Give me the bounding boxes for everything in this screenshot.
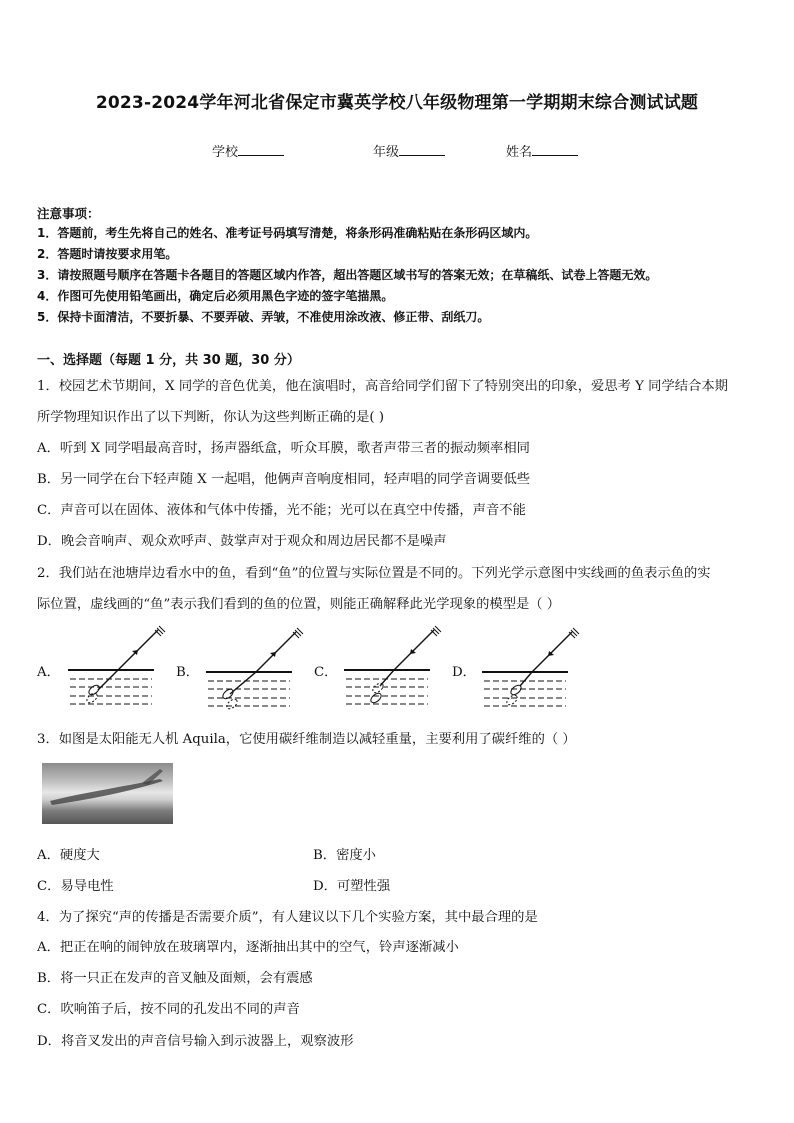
notice-item-1: 1．答题前，考生先将自己的姓名、准考证号码填写清楚，将条形码准确粘贴在条形码区域内。 [37, 226, 538, 240]
q1-option-c[interactable]: C．声音可以在固体、液体和气体中传播，光不能；光可以在真空中传播，声音不能 [37, 503, 526, 518]
q3-option-c[interactable]: C．易导电性 [37, 879, 114, 894]
notice-heading: 注意事项： [37, 206, 100, 221]
q2-diagram-c[interactable] [338, 624, 450, 716]
notice-item-4: 4．作图可先使用铅笔画出，确定后必须用黑色字迹的签字笔描黑。 [37, 289, 394, 303]
q1-stem-line2: 所学物理知识作出了以下判断，你认为这些判断正确的是( ) [37, 410, 385, 425]
grade-blank[interactable] [399, 143, 445, 156]
notice-item-3: 3．请按照题号顺序在答题卡各题目的答题区域内作答，超出答题区域书写的答案无效；在草稿纸、试卷上答题无效。 [37, 268, 658, 282]
q2-option-c-label[interactable]: C． [314, 665, 338, 680]
name-blank[interactable] [532, 143, 578, 156]
q4-option-c[interactable]: C．吹响笛子后，按不同的孔发出不同的声音 [37, 1002, 300, 1017]
q1-stem-line1: 1．校园艺术节期间，X 同学的音色优美，他在演唱时，高音给同学们留下了特别突出的印象，爱思考 Y 同学结合本期 [37, 379, 728, 394]
q2-option-b-label[interactable]: B． [176, 665, 200, 680]
q3-option-a[interactable]: A．硬度大 [37, 848, 100, 863]
q2-stem-line1: 2．我们站在池塘岸边看水中的鱼，看到“鱼”的位置与实际位置是不同的。下列光学示意图中实线画的鱼表示鱼的实 [37, 566, 711, 581]
name-field [506, 141, 578, 160]
aquila-drone-photo [42, 763, 173, 824]
q3-option-b[interactable]: B．密度小 [313, 848, 376, 863]
page-title: 2023-2024学年河北省保定市冀英学校八年级物理第一学期期末综合测试试题 [95, 93, 699, 113]
notice-item-5: 5．保持卡面清洁，不要折暴、不要弄破、弄皱，不准使用涂改液、修正带、刮纸刀。 [37, 310, 490, 324]
q2-stem-line2: 际位置，虚线画的“鱼”表示我们看到的鱼的位置，则能正确解释此光学现象的模型是（ ） [37, 597, 561, 612]
q3-option-d[interactable]: D．可塑性强 [313, 879, 391, 894]
school-field [212, 141, 284, 160]
q1-option-a[interactable]: A．听到 X 同学唱最高音时，扬声器纸盒，听众耳膜，歌者声带三者的振动频率相同 [37, 441, 530, 456]
q2-diagram-d[interactable] [476, 626, 588, 718]
q3-stem: 3．如图是太阳能无人机 Aquila，它使用碳纤维制造以减轻重量，主要利用了碳纤维的（ ） [37, 732, 576, 747]
notice-item-2: 2．答题时请按要求用笔。 [37, 247, 178, 261]
q4-option-b[interactable]: B．将一只正在发声的音叉触及面颊，会有震感 [37, 971, 313, 986]
grade-label: 年级 [373, 145, 400, 160]
drone-silhouette-icon [42, 763, 173, 824]
school-blank[interactable] [238, 143, 284, 156]
q1-option-d[interactable]: D．晚会音响声、观众欢呼声、鼓掌声对于观众和周边居民都不是噪声 [37, 534, 447, 549]
q2-option-a-label[interactable]: A． [37, 665, 60, 680]
q2-option-d-label[interactable]: D． [452, 665, 476, 680]
q2-diagram-a[interactable] [62, 624, 174, 716]
section-heading: 一、选择题（每题 1 分，共 30 题，30 分） [37, 353, 300, 368]
q4-option-d[interactable]: D．将音叉发出的声音信号输入到示波器上，观察波形 [37, 1034, 354, 1049]
school-label: 学校 [212, 145, 239, 160]
q4-option-a[interactable]: A．把正在响的闹钟放在玻璃罩内，逐渐抽出其中的空气，铃声逐渐减小 [37, 940, 459, 955]
q2-diagram-b[interactable] [200, 626, 312, 718]
name-label: 姓名 [506, 145, 533, 160]
q1-option-b[interactable]: B．另一同学在台下轻声随 X 一起唱，他俩声音响度相同，轻声唱的同学音调要低些 [37, 472, 531, 487]
grade-field [373, 141, 445, 160]
q4-stem: 4．为了探究“声的传播是否需要介质”，有人建议以下几个实验方案，其中最合理的是 [37, 910, 538, 925]
